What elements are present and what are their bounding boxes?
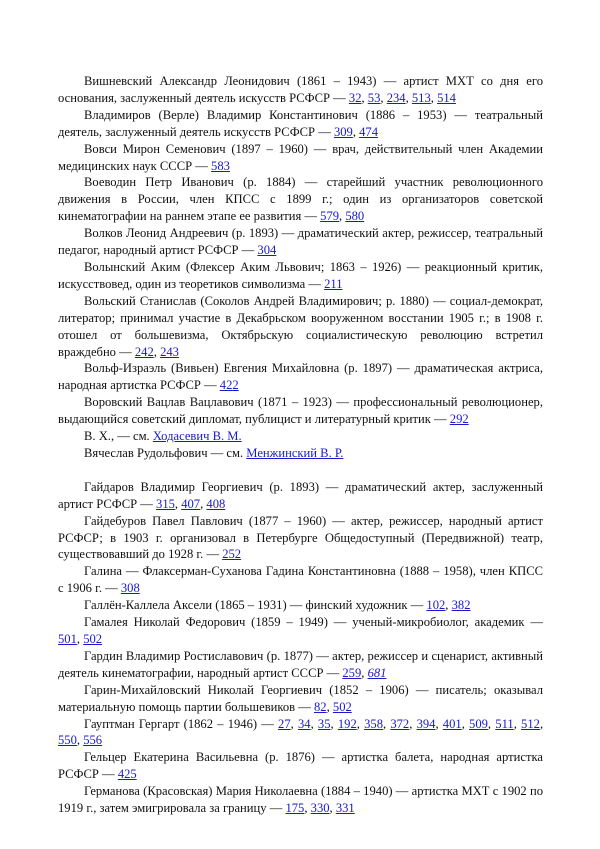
index-section-g (58, 479, 543, 817)
entry-text: Гайдебуров Павел Павлович (1877 – 1960) — актер, режиссер, народный артист РСФСР; в 1903 г. организовал в Петербурге Общедоступный (Передвижной) театр, существовавший до 1928 г. — (58, 513, 543, 562)
index-section-v (58, 73, 543, 462)
page-ref-link[interactable]: Ходасевич В. М. (152, 429, 242, 444)
page-ref-link[interactable]: 358 (364, 716, 383, 731)
index-entry (58, 428, 543, 445)
page-ref-link[interactable]: Менжинский В. Р. (246, 445, 344, 460)
page-ref-link[interactable]: 175 (285, 801, 305, 816)
entry-text: Галина — Флаксерман-Суханова Гадина Константиновна (1888 – 1958), член КПСС с 1906 г. — (58, 564, 543, 596)
entry-text: Воровский Вацлав Вацлавович (1871 – 1923) — профессиональный революционер, выдающийся советский дипломат, публицист и литературный критик — (58, 395, 543, 427)
entry-text: Германова (Красовская) Мария Николаевна (1884 – 1940) — артистка МХТ с 1902 по 1919 г., затем эмигрировала за границу — (58, 784, 543, 816)
page-ref-link[interactable]: 292 (449, 412, 469, 427)
section-gap (58, 462, 543, 479)
page-ref-link[interactable]: 308 (120, 581, 140, 596)
entry-text: Гауптман Гергарт (1862 – 1946) — (84, 716, 279, 731)
entry-text: Гарин-Михайловский Николай Георгиевич (1852 – 1906) — писатель; оказывал материальную помощь партии большевиков — (58, 682, 543, 714)
index-entry (58, 259, 543, 293)
index-entry: Воеводин Петр Иванович (р. 1884) — старейший участник революционного движения в России, член КПСС с 1899 г.; один из организаторов советской кинематографии на раннем этапе ее развития — 579, 580 (58, 175, 543, 224)
entry-text: Гардин Владимир Ростиславович (р. 1877) — актер, режиссер и сценарист, активный деятель кинематографии, народный артист СССР — (58, 648, 543, 680)
index-entry: Гайдаров Владимир Георгиевич (р. 1893) — драматический актер, заслуженный артист РСФСР — 315, 407, 408 (58, 479, 543, 511)
page-ref-link[interactable]: 681 (367, 665, 387, 680)
entry-text: Волынский Аким (Флексер Аким Львович; 1863 – 1926) — реакционный критик, искусствовед, один из теоретиков символизма — (58, 259, 543, 291)
page-ref-link[interactable]: 502 (332, 699, 352, 714)
page-ref-link[interactable]: 425 (117, 767, 137, 782)
page-ref-link[interactable]: 243 (160, 344, 179, 359)
page-ref-link[interactable]: 252 (222, 547, 242, 562)
index-entry (58, 563, 543, 597)
page-ref-link[interactable]: 512 (521, 716, 540, 731)
page-ref-link[interactable]: 407 (181, 496, 201, 511)
page-ref-link[interactable]: 211 (324, 276, 343, 291)
page-ref-link[interactable]: 309 (333, 124, 353, 139)
page-ref-link[interactable]: 53 (367, 90, 381, 105)
index-entry (58, 360, 543, 394)
entry-text: Воеводин Петр Иванович (р. 1884) — старейший участник революционного движения в России, член КПСС с 1899 г.; один из организаторов советской кинематографии на раннем этапе ее развития — (58, 175, 543, 224)
page-ref-link[interactable]: 583 (211, 158, 230, 173)
page-ref-link[interactable]: 422 (219, 378, 239, 393)
page-ref-link[interactable]: 192 (337, 716, 357, 731)
page-ref-link[interactable]: 234 (386, 90, 406, 105)
page-ref-link[interactable]: 511 (495, 716, 514, 731)
entry-text: Волков Леонид Андреевич (р. 1893) — драматический актер, режиссер, театральный педагог, народный артист РСФСР — (58, 226, 543, 258)
entry-text: В. Х., — см. (84, 429, 153, 444)
index-entry: Галлён-Каллела Аксели (1865 – 1931) — финский художник — 102, 382 (84, 598, 471, 613)
page-ref-link[interactable]: 242 (134, 344, 154, 359)
page-ref-link[interactable]: 550 (58, 733, 77, 748)
index-entry (58, 749, 543, 783)
index-entry: Вольский Станислав (Соколов Андрей Владимирович; р. 1880) — социал-демократ, литератор; принимал участие в Декабрьском вооруженном восстании 1905 г.; в 1908 г. отошел от большевизма, Октябрьскую социалистическую революцию встретил враждебно — 242, 243 (58, 293, 543, 359)
page-ref-link[interactable]: 579 (320, 209, 340, 224)
entry-text: Вольский Станислав (Соколов Андрей Владимирович; р. 1880) — социал-демократ, литератор; принимал участие в Декабрьском вооруженном восстании 1905 г.; в 1908 г. отошел от большевизма, Октябрьскую социалистическую революцию встретил враждебно — (58, 293, 543, 359)
index-entry (58, 141, 543, 175)
index-entry: Гауптман Гергарт (1862 – 1946) — 27, 34, 35, 192, 358, 372, 394, 401, 509, 511, 512, 550, 556 (58, 716, 544, 748)
entry-text: Гайдаров Владимир Георгиевич (р. 1893) — драматический актер, заслуженный артист РСФСР — (58, 479, 543, 511)
page-ref-link[interactable]: 32 (348, 90, 362, 105)
entry-text: Владимиров (Верле) Владимир Константинович (1886 – 1953) — театральный деятель, заслуженный деятель искусств РСФСР — (58, 107, 543, 139)
entry-text: Гамалея Николай Федорович (1859 – 1949) — ученый-микробиолог, академик — (84, 615, 543, 630)
index-entry: Германова (Красовская) Мария Николаевна (1884 – 1940) — артистка МХТ с 1902 по 1919 г., затем эмигрировала за границу — 175, 330, 331 (58, 784, 543, 816)
entry-text: Вишневский Александр Леонидович (1861 – 1943) — артист МХТ со дня его основания, заслуженный деятель искусств РСФСР — (58, 74, 543, 105)
page-ref-link[interactable]: 513 (411, 90, 431, 105)
entry-text: Галлён-Каллела Аксели (1865 – 1931) — финский художник — (84, 598, 427, 613)
page-ref-link[interactable]: 304 (257, 243, 277, 258)
page-ref-link[interactable]: 382 (451, 598, 471, 613)
page-ref-link[interactable]: 372 (390, 716, 410, 731)
entry-text: Гельцер Екатерина Васильевна (р. 1876) — артистка балета, народная артистка РСФСР — (58, 750, 543, 782)
index-entry (58, 394, 543, 428)
page-ref-link[interactable]: 556 (83, 733, 103, 748)
page-ref-link[interactable]: 501 (58, 632, 77, 646)
index-entry: Гарин-Михайловский Николай Георгиевич (1852 – 1906) — писатель; оказывал материальную помощь партии большевиков — 82, 502 (58, 682, 543, 714)
page-ref-link[interactable]: 580 (345, 209, 365, 224)
entry-text: Вольф-Израэль (Вивьен) Евгения Михайловна (р. 1897) — драматическая актриса, народная артистка РСФСР — (58, 361, 543, 393)
page-ref-link[interactable]: 259 (342, 665, 362, 680)
page-ref-link[interactable]: 330 (310, 801, 330, 816)
index-entry (58, 445, 543, 462)
page-ref-link[interactable]: 35 (317, 716, 331, 731)
page-ref-link[interactable]: 102 (426, 598, 446, 613)
index-entry (58, 225, 543, 259)
page-ref-link[interactable]: 27 (278, 716, 291, 731)
page-ref-link[interactable]: 474 (359, 124, 379, 139)
index-entry (58, 513, 543, 564)
index-entry: Гардин Владимир Ростиславович (р. 1877) — актер, режиссер и сценарист, активный деятель кинематографии, народный артист СССР — 259, 681 (58, 648, 543, 680)
index-entry: Гамалея Николай Федорович (1859 – 1949) — ученый-микробиолог, академик — 501, 502 (58, 615, 543, 646)
page-ref-link[interactable]: 34 (297, 716, 311, 731)
page-ref-link[interactable]: 408 (206, 496, 226, 511)
page-ref-link[interactable]: 331 (335, 801, 355, 816)
page-ref-link[interactable]: 502 (83, 632, 103, 646)
page-ref-link[interactable]: 401 (442, 716, 462, 731)
entry-text: Вячеслав Рудольфович — см. (84, 445, 247, 460)
entry-text: Вовси Мирон Семенович (1897 – 1960) — врач, действительный член Академии медицинских наук СССР — (58, 141, 543, 173)
index-entry: Владимиров (Верле) Владимир Константинович (1886 – 1953) — театральный деятель, заслуженный деятель искусств РСФСР — 309, 474 (58, 107, 543, 139)
page-ref-link[interactable]: 509 (469, 716, 488, 731)
index-page (58, 73, 543, 817)
page-ref-link[interactable]: 394 (416, 716, 436, 731)
page-ref-link[interactable]: 514 (437, 90, 456, 105)
page-ref-link[interactable]: 82 (314, 699, 327, 714)
index-entry: Вишневский Александр Леонидович (1861 – 1943) — артист МХТ со дня его основания, заслуженный деятель искусств РСФСР — 32, 53, 234, 513, 514 (58, 74, 543, 105)
page-ref-link[interactable]: 315 (156, 496, 175, 511)
